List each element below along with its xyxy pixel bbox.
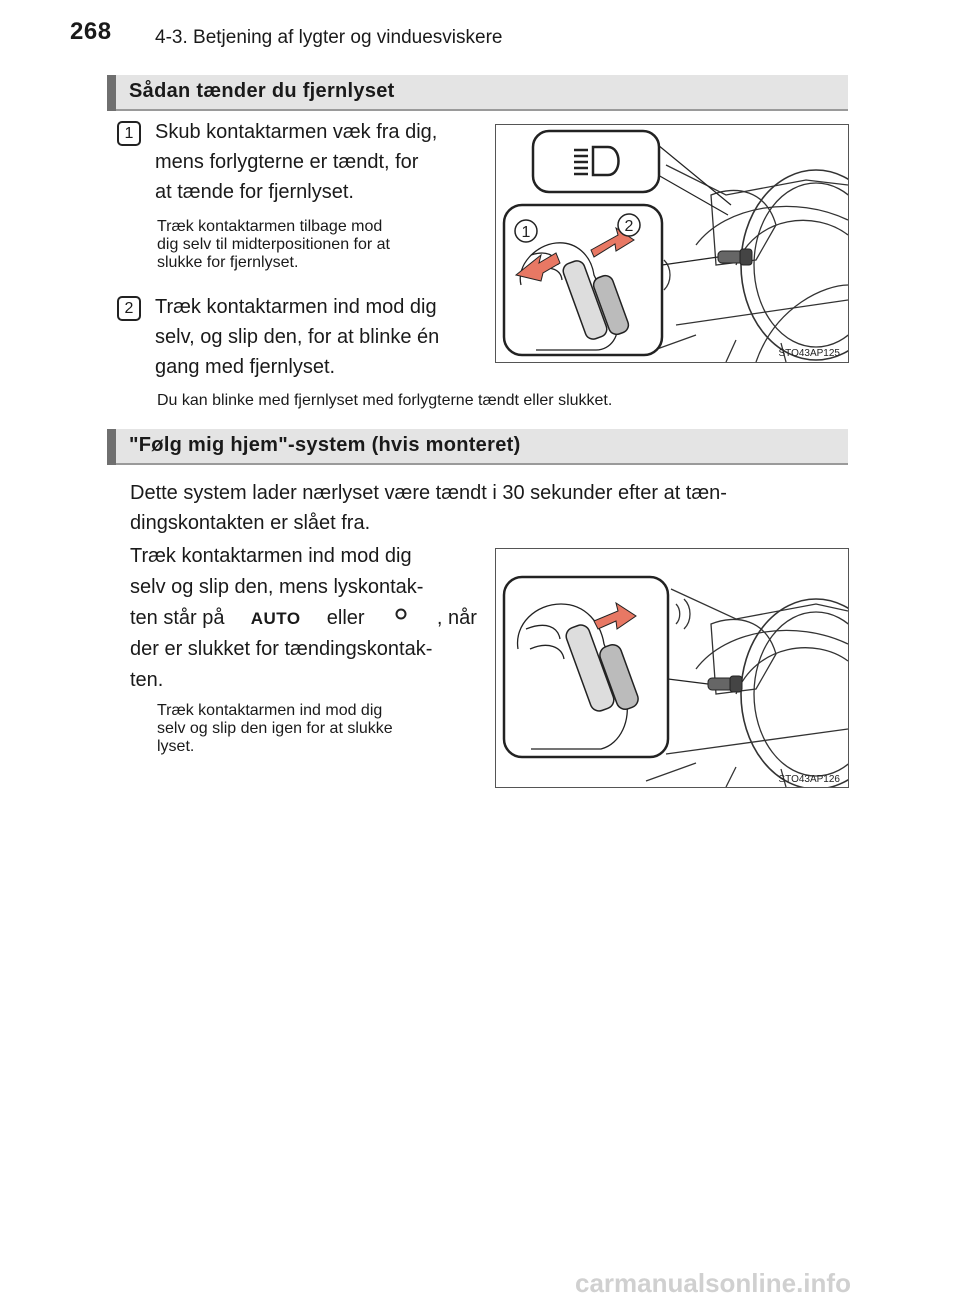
section-2-instruction: [130, 541, 477, 696]
figure-high-beam: [495, 124, 849, 363]
instruction-line: der er slukket for tændingskontak-: [130, 638, 433, 660]
instruction-line-icons: [130, 603, 477, 634]
step-1-line: Skub kontaktarmen væk fra dig,: [155, 121, 438, 143]
intro-line: Dette system lader nærlyset være tændt i 30 sekunder efter at tæn-: [130, 482, 727, 504]
instruction-text: , når: [436, 607, 477, 629]
step-1-text: [155, 117, 477, 207]
figure-follow-me-home: [495, 548, 849, 788]
section-2-intro: [130, 478, 846, 538]
follow-me-home-illustration: [496, 549, 848, 787]
step-1-line: at tænde for fjernlyset.: [155, 181, 354, 203]
section-title: Sådan tænder du fjernlyset: [129, 80, 395, 102]
section-marker: [107, 429, 116, 465]
section-2-note-line: selv og slip den igen for at slukke: [157, 720, 393, 737]
intro-line: dingskontakten er slået fra.: [130, 512, 371, 534]
step-2-line: Træk kontaktarmen ind mod dig: [155, 296, 437, 318]
section-heading-follow-me-home: [107, 429, 848, 465]
figure-callout-2: 2: [624, 218, 634, 235]
high-beam-illustration: [496, 125, 848, 362]
step-1-note-line: dig selv til midterpositionen for at: [157, 236, 390, 253]
instruction-line: Træk kontaktarmen ind mod dig: [130, 545, 412, 567]
watermark: carmanualsonline.info: [575, 1268, 851, 1298]
auto-label: AUTO: [250, 609, 301, 628]
step-2-note: Du kan blinke med fjernlyset med forlygterne tændt eller slukket.: [157, 392, 613, 409]
step-1-note-line: Træk kontaktarmen tilbage mod: [157, 218, 383, 235]
step-1-line: mens forlygterne er tændt, for: [155, 151, 419, 173]
chapter-title: 4-3. Betjening af lygter og vinduesviskere: [155, 27, 503, 48]
section-2-note: [157, 702, 477, 756]
step-1-note-line: slukke for fjernlyset.: [157, 254, 299, 271]
instruction-text: ten står på: [130, 607, 225, 629]
section-2-note-line: Træk kontaktarmen ind mod dig: [157, 702, 383, 719]
headlight-icon: [387, 603, 415, 634]
figure-callout-1: 1: [521, 224, 531, 241]
page-number: 268: [70, 18, 112, 45]
figure-code: STO43AP126: [778, 774, 840, 785]
step-number-1: 1: [117, 121, 141, 146]
section-title: "Følg mig hjem"-system (hvis monteret): [129, 434, 521, 456]
step-2-line: gang med fjernlyset.: [155, 356, 336, 378]
section-2-note-line: lyset.: [157, 738, 195, 755]
instruction-line: ten.: [130, 669, 164, 691]
instruction-text: eller: [326, 607, 365, 629]
instruction-line: selv og slip den, mens lyskontak-: [130, 576, 424, 598]
section-marker: [107, 75, 116, 111]
step-number-2: 2: [117, 296, 141, 321]
section-heading-high-beam: [107, 75, 848, 111]
step-2-line: selv, og slip den, for at blinke én: [155, 326, 440, 348]
step-1-note: [157, 218, 477, 272]
figure-code: STO43AP125: [778, 348, 840, 359]
step-2-text: [155, 292, 477, 382]
